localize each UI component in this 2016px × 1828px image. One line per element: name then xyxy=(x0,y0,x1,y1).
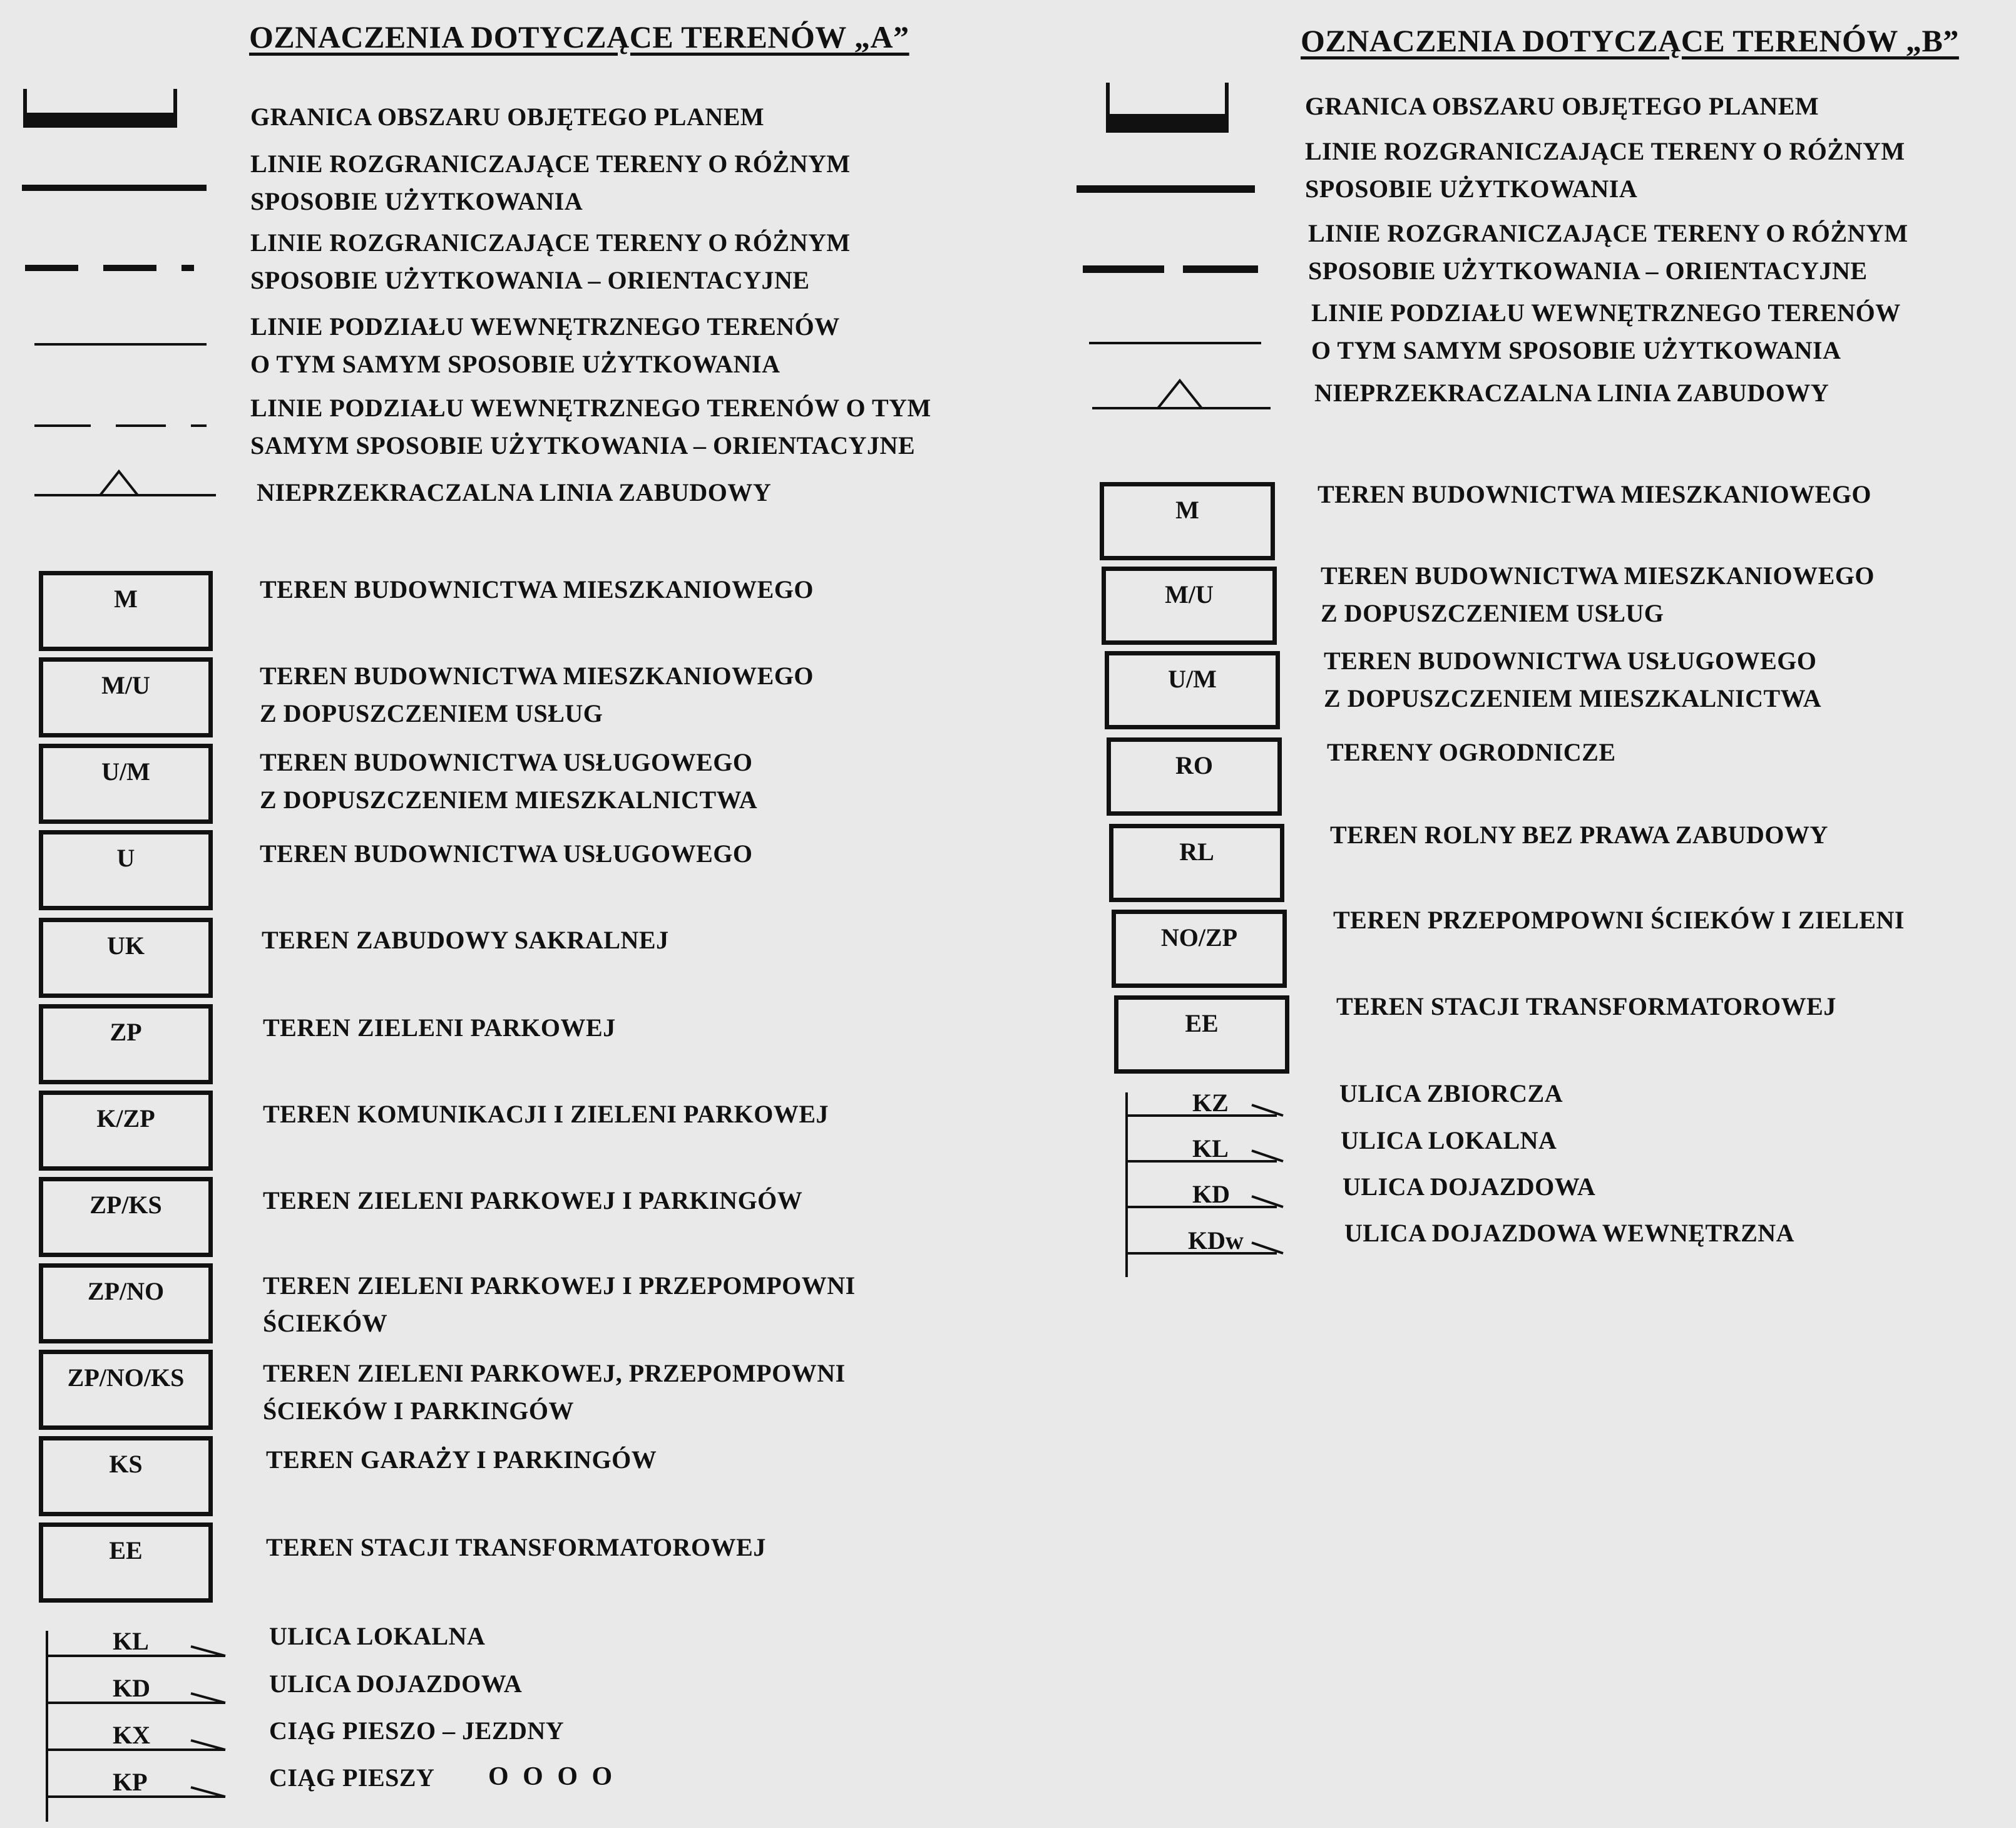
zone-box-a-zp xyxy=(39,1004,213,1084)
zone-desc-b-mu: TEREN BUDOWNICTWA MIESZKANIOWEGO Z DOPUSZCZENIEM USŁUG xyxy=(1321,562,1875,627)
zone-code: M xyxy=(1175,496,1199,524)
legend-b-line-4-label: NIEPRZEKRACZALNA LINIA ZABUDOWY xyxy=(1314,379,1829,407)
legend-a-title: OZNACZENIA DOTYCZĄCE TERENÓW „A” xyxy=(249,19,909,54)
zone-box-a-um xyxy=(39,744,213,824)
thin-solid-line-symbol xyxy=(1089,340,1264,346)
building-line-triangle-symbol xyxy=(1092,376,1274,413)
street-code-a-kx: KX xyxy=(113,1721,150,1749)
zone-desc-b-ee: TEREN STACJI TRANSFORMATOROWEJ xyxy=(1336,992,1836,1020)
thick-dashed-line-symbol xyxy=(1083,263,1264,275)
zone-box-b-m xyxy=(1100,482,1275,560)
street-desc-a-kl: ULICA LOKALNA xyxy=(269,1622,486,1650)
zone-code: RO xyxy=(1175,751,1213,779)
zone-code: NO/ZP xyxy=(1160,923,1238,952)
street-desc-a-kx: CIĄG PIESZO – JEZDNY xyxy=(269,1717,565,1745)
zone-code: UK xyxy=(107,932,145,960)
thin-solid-line-symbol xyxy=(34,341,210,347)
legend-a-line-2-label: LINIE ROZGRANICZAJĄCE TERENY O RÓŻNYM SPOSOBIE UŻYTKOWANIA – ORIENTACYJNE xyxy=(250,228,851,294)
zone-desc-b-um: TEREN BUDOWNICTWA USŁUGOWEGO Z DOPUSZCZENIEM MIESZKALNICTWA xyxy=(1324,647,1822,712)
boundary-bar-symbol xyxy=(22,88,178,131)
zone-code: KS xyxy=(109,1450,143,1478)
zone-desc-a-ee: TEREN STACJI TRANSFORMATOROWEJ xyxy=(266,1533,766,1561)
zone-desc-a-kzp: TEREN KOMUNIKACJI I ZIELENI PARKOWEJ xyxy=(263,1100,829,1128)
zone-box-b-ro xyxy=(1107,737,1282,816)
legend-b-line-1-label: LINIE ROZGRANICZAJĄCE TERENY O RÓŻNYM SPOSOBIE UŻYTKOWANIA xyxy=(1305,137,1905,203)
street-desc-a-kp: CIĄG PIESZY xyxy=(269,1764,435,1792)
street-desc-b-kz: ULICA ZBIORCZA xyxy=(1339,1079,1563,1107)
street-code-b-kdw: KDw xyxy=(1188,1226,1244,1255)
zone-code: M/U xyxy=(1165,580,1214,608)
legend-a-line-5-label: NIEPRZEKRACZALNA LINIA ZABUDOWY xyxy=(257,478,772,506)
street-desc-b-kl: ULICA LOKALNA xyxy=(1341,1126,1557,1154)
street-code-b-kz: KZ xyxy=(1192,1089,1229,1117)
zone-code: EE xyxy=(109,1536,143,1564)
zone-code: ZP/NO xyxy=(87,1277,165,1305)
zone-code: U/M xyxy=(101,757,150,786)
zone-code: ZP/NO/KS xyxy=(67,1363,185,1392)
zone-desc-a-zpnoks: TEREN ZIELENI PARKOWEJ, PRZEPOMPOWNI ŚCIEKÓW I PARKINGÓW xyxy=(263,1359,846,1425)
zone-box-a-m xyxy=(39,571,213,651)
zone-desc-a-m: TEREN BUDOWNICTWA MIESZKANIOWEGO xyxy=(260,575,814,603)
zone-code: M/U xyxy=(101,671,150,699)
zone-box-a-ee xyxy=(39,1522,213,1603)
zone-box-a-zpnoks xyxy=(39,1350,213,1430)
street-code-a-kp: KP xyxy=(113,1768,148,1796)
pedestrian-circles-marker: O O O O xyxy=(488,1762,617,1791)
zone-desc-a-um: TEREN BUDOWNICTWA USŁUGOWEGO Z DOPUSZCZENIEM MIESZKALNICTWA xyxy=(260,748,758,814)
thick-solid-line-symbol xyxy=(22,182,210,194)
legend-a-line-1-label: LINIE ROZGRANICZAJĄCE TERENY O RÓŻNYM SPOSOBIE UŻYTKOWANIA xyxy=(250,150,851,215)
zone-box-b-mu xyxy=(1102,567,1277,645)
zone-code: RL xyxy=(1179,838,1214,866)
legend-b-line-3-label: LINIE PODZIAŁU WEWNĘTRZNEGO TERENÓW O TYM SAMYM SPOSOBIE UŻYTKOWANIA xyxy=(1311,299,1901,364)
zone-code: EE xyxy=(1185,1009,1219,1037)
legend-b-line-0-label: GRANICA OBSZARU OBJĘTEGO PLANEM xyxy=(1305,92,1819,120)
zone-desc-b-rl: TEREN ROLNY BEZ PRAWA ZABUDOWY xyxy=(1330,821,1828,849)
legend-a-line-0-label: GRANICA OBSZARU OBJĘTEGO PLANEM xyxy=(250,103,765,131)
zone-desc-a-zpno: TEREN ZIELENI PARKOWEJ I PRZEPOMPOWNI ŚCIEKÓW xyxy=(263,1271,856,1337)
zone-box-a-zpks xyxy=(39,1177,213,1257)
legend-a-line-3-label: LINIE PODZIAŁU WEWNĘTRZNEGO TERENÓW O TYM SAMYM SPOSOBIE UŻYTKOWANIA xyxy=(250,312,840,378)
street-code-b-kl: KL xyxy=(1192,1134,1229,1163)
zone-box-b-um xyxy=(1105,651,1280,729)
legend-a-line-4-label: LINIE PODZIAŁU WEWNĘTRZNEGO TERENÓW O TYM SAMYM SPOSOBIE UŻYTKOWANIA – ORIENTACYJNE xyxy=(250,394,931,460)
zone-desc-a-ks: TEREN GARAŻY I PARKINGÓW xyxy=(266,1445,657,1474)
street-code-b-kd: KD xyxy=(1192,1180,1230,1208)
zone-code: U/M xyxy=(1168,665,1217,693)
zone-box-b-nozp xyxy=(1112,910,1287,988)
zone-box-a-uk xyxy=(39,918,213,998)
street-desc-b-kd: ULICA DOJAZDOWA xyxy=(1343,1173,1596,1201)
boundary-bar-symbol xyxy=(1105,81,1230,138)
street-code-a-kl: KL xyxy=(113,1627,149,1655)
legend-b-title: OZNACZENIA DOTYCZĄCE TERENÓW „B” xyxy=(1301,23,1959,58)
zone-code: U xyxy=(116,844,135,872)
street-desc-a-kd: ULICA DOJAZDOWA xyxy=(269,1670,523,1698)
zone-desc-b-nozp: TEREN PRZEPOMPOWNI ŚCIEKÓW I ZIELENI xyxy=(1333,906,1905,934)
street-desc-b-kdw: ULICA DOJAZDOWA WEWNĘTRZNA xyxy=(1344,1219,1795,1247)
zone-box-a-zpno xyxy=(39,1263,213,1343)
zone-desc-b-ro: TERENY OGRODNICZE xyxy=(1327,738,1616,766)
zone-box-b-rl xyxy=(1109,824,1284,902)
legend-b-line-2-label: LINIE ROZGRANICZAJĄCE TERENY O RÓŻNYM SPOSOBIE UŻYTKOWANIA – ORIENTACYJNE xyxy=(1308,219,1908,285)
zone-desc-b-m: TEREN BUDOWNICTWA MIESZKANIOWEGO xyxy=(1318,480,1872,508)
thin-dashed-line-symbol xyxy=(34,423,216,429)
zone-desc-a-zp: TEREN ZIELENI PARKOWEJ xyxy=(263,1014,616,1042)
zone-box-a-ks xyxy=(39,1436,213,1516)
zone-code: ZP xyxy=(110,1018,142,1046)
thick-solid-line-symbol xyxy=(1077,183,1258,195)
building-line-triangle-symbol xyxy=(34,466,216,498)
zone-box-b-ee xyxy=(1114,995,1289,1074)
zone-box-a-kzp xyxy=(39,1091,213,1171)
zone-desc-a-u: TEREN BUDOWNICTWA USŁUGOWEGO xyxy=(260,840,753,868)
zone-desc-a-mu: TEREN BUDOWNICTWA MIESZKANIOWEGO Z DOPUSZCZENIEM USŁUG xyxy=(260,662,814,727)
zone-desc-a-uk: TEREN ZABUDOWY SAKRALNEJ xyxy=(262,926,669,954)
zone-desc-a-zpks: TEREN ZIELENI PARKOWEJ I PARKINGÓW xyxy=(263,1186,803,1214)
zone-code: M xyxy=(114,585,138,613)
zone-box-a-u xyxy=(39,830,213,910)
zone-code: K/ZP xyxy=(96,1104,155,1132)
zone-code: ZP/KS xyxy=(90,1191,162,1219)
street-code-a-kd: KD xyxy=(113,1674,150,1702)
thick-dashed-line-symbol xyxy=(25,262,213,274)
zone-box-a-mu xyxy=(39,657,213,737)
